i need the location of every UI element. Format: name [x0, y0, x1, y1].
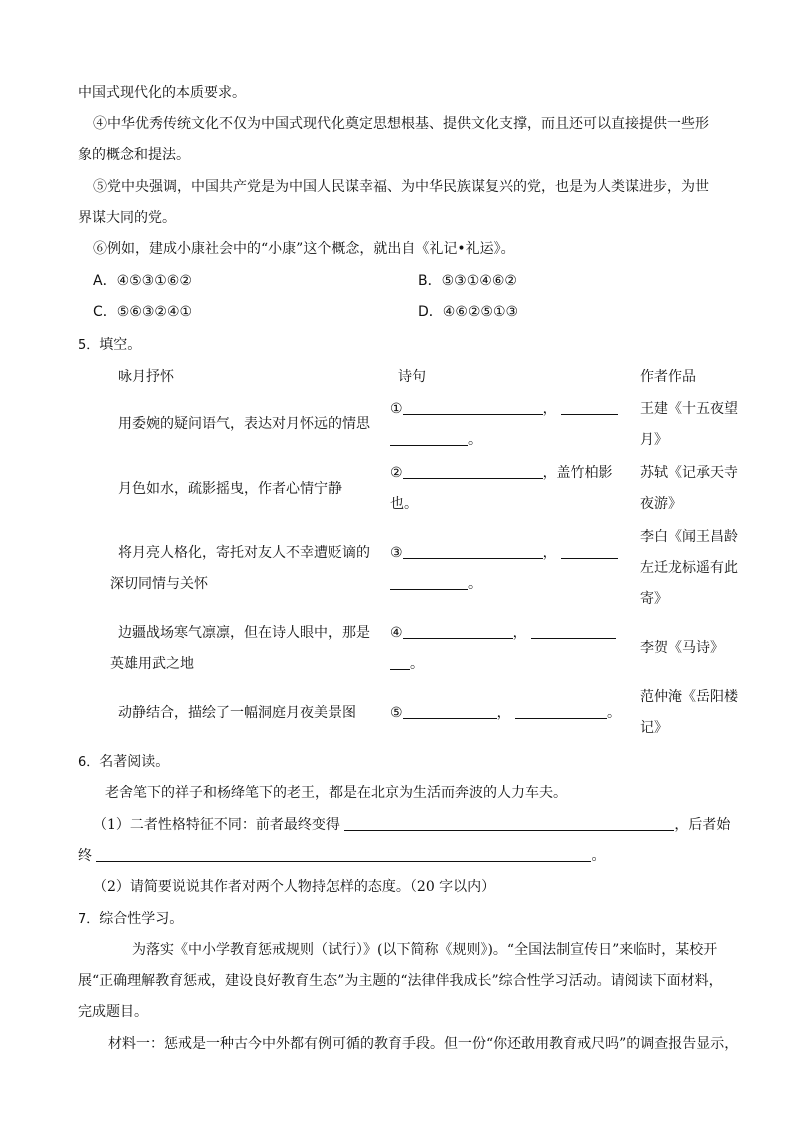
sentence-6: ⑥例如，建成小康社会中的“小康”这个概念，就出自《礼记•礼运》。	[93, 241, 515, 257]
row-3-author-3: 寄》	[640, 591, 668, 607]
row-3-blank-line[interactable]: ③ ，	[390, 542, 618, 562]
row-5-author: 范仲淹《岳阳楼	[640, 689, 738, 705]
row-5-author-2: 记》	[640, 720, 668, 736]
question-7-para-1-end: 完成题目。	[78, 1004, 148, 1020]
row-5-blank-line[interactable]: ⑤ ， 。	[390, 705, 622, 721]
sentence-5-cont: 界谋大同的党。	[78, 210, 176, 226]
row-4-blank-line-2[interactable]: 。	[390, 653, 424, 673]
row-3-author-2: 左迁龙标遥有此	[640, 560, 738, 576]
question-7-para-1: 为落实《中小学教育惩戒规则（试行）》(以下简称《规则》)。“全国法制宣传日”来临时，某校开	[132, 942, 718, 958]
row-1-blank-line[interactable]: ① ，	[390, 398, 618, 418]
question-6-part-1-cont[interactable]: 终 。	[78, 848, 606, 864]
row-4-author: 李贺《马诗》	[640, 640, 724, 656]
sentence-4-cont: 象的概念和提法。	[78, 147, 190, 163]
row-1-desc: 用委婉的疑问语气，表达对月怀远的情思	[118, 416, 370, 432]
question-7-heading: 7．综合性学习。	[78, 911, 184, 927]
row-3-author: 李白《闻王昌龄	[640, 529, 738, 545]
row-2-desc: 月色如水，疏影摇曳，作者心情宁静	[118, 481, 342, 497]
row-3-desc: 将月亮人格化，寄托对友人不幸遭贬谪的	[118, 545, 370, 561]
question-6-intro: 老舍笔下的祥子和杨绛笔下的老王，都是在北京为生活而奔波的人力车夫。	[105, 785, 567, 801]
row-1-blank-line-2[interactable]: 。	[390, 429, 482, 449]
row-3-blank-line-2[interactable]: 。	[390, 573, 482, 593]
material-1: 材料一：惩戒是一种古今中外都有例可循的教育手段。但一份“你还敢用教育戒尺吗”的调查报告显示，	[108, 1036, 739, 1052]
table-header-verse: 诗句	[398, 369, 426, 385]
paragraph-line: 中国式现代化的本质要求。	[78, 85, 246, 101]
row-2-author-2: 夜游》	[640, 496, 682, 512]
sentence-5: ⑤党中央强调，中国共产党是为中国人民谋幸福、为中华民族谋复兴的党，也是为人类谋进步，为世	[93, 179, 709, 195]
row-3-desc-2: 深切同情与关怀	[110, 576, 208, 592]
question-6-part-2: （2）请简要说说其作者对两个人物持怎样的态度。（20 字以内）	[93, 879, 496, 895]
option-d[interactable]: D．④⑥②⑤①③	[418, 304, 519, 320]
row-4-blank-line[interactable]: ④ ，	[390, 622, 616, 642]
option-c[interactable]: C．⑤⑥③②④①	[93, 304, 193, 320]
row-4-desc-2: 英雄用武之地	[110, 656, 194, 672]
row-2-tail: 也。	[390, 496, 418, 512]
option-b[interactable]: B．⑤③①④⑥②	[418, 273, 517, 289]
question-7-para-1-cont: 展“正确理解教育惩戒，建设良好教育生态”为主题的“法律伴我成长”综合性学习活动。请阅读下面材料，	[78, 973, 723, 989]
table-header-author: 作者作品	[640, 369, 696, 385]
row-4-desc: 边疆战场寒气凛凛，但在诗人眼中，那是	[118, 625, 370, 641]
row-5-desc: 动静结合，描绘了一幅洞庭月夜美景图	[118, 705, 356, 721]
table-header-theme: 咏月抒怀	[118, 369, 174, 385]
question-6-part-1[interactable]: （1）二者性格特征不同：前者最终变得 ，后者始	[93, 817, 731, 833]
option-a[interactable]: A．④⑤③①⑥②	[93, 273, 192, 289]
question-6-heading: 6．名著阅读。	[78, 754, 170, 770]
question-5-heading: 5．填空。	[78, 337, 142, 353]
row-2-author: 苏轼《记承天寺	[640, 465, 738, 481]
row-2-blank-line[interactable]: ② ，盖竹柏影	[390, 465, 613, 481]
sentence-4: ④中华优秀传统文化不仅为中国式现代化奠定思想根基、提供文化支撑，而且还可以直接提供一些形	[93, 116, 709, 132]
row-1-author: 王建《十五夜望	[640, 401, 738, 417]
row-1-author-2: 月》	[640, 432, 668, 448]
